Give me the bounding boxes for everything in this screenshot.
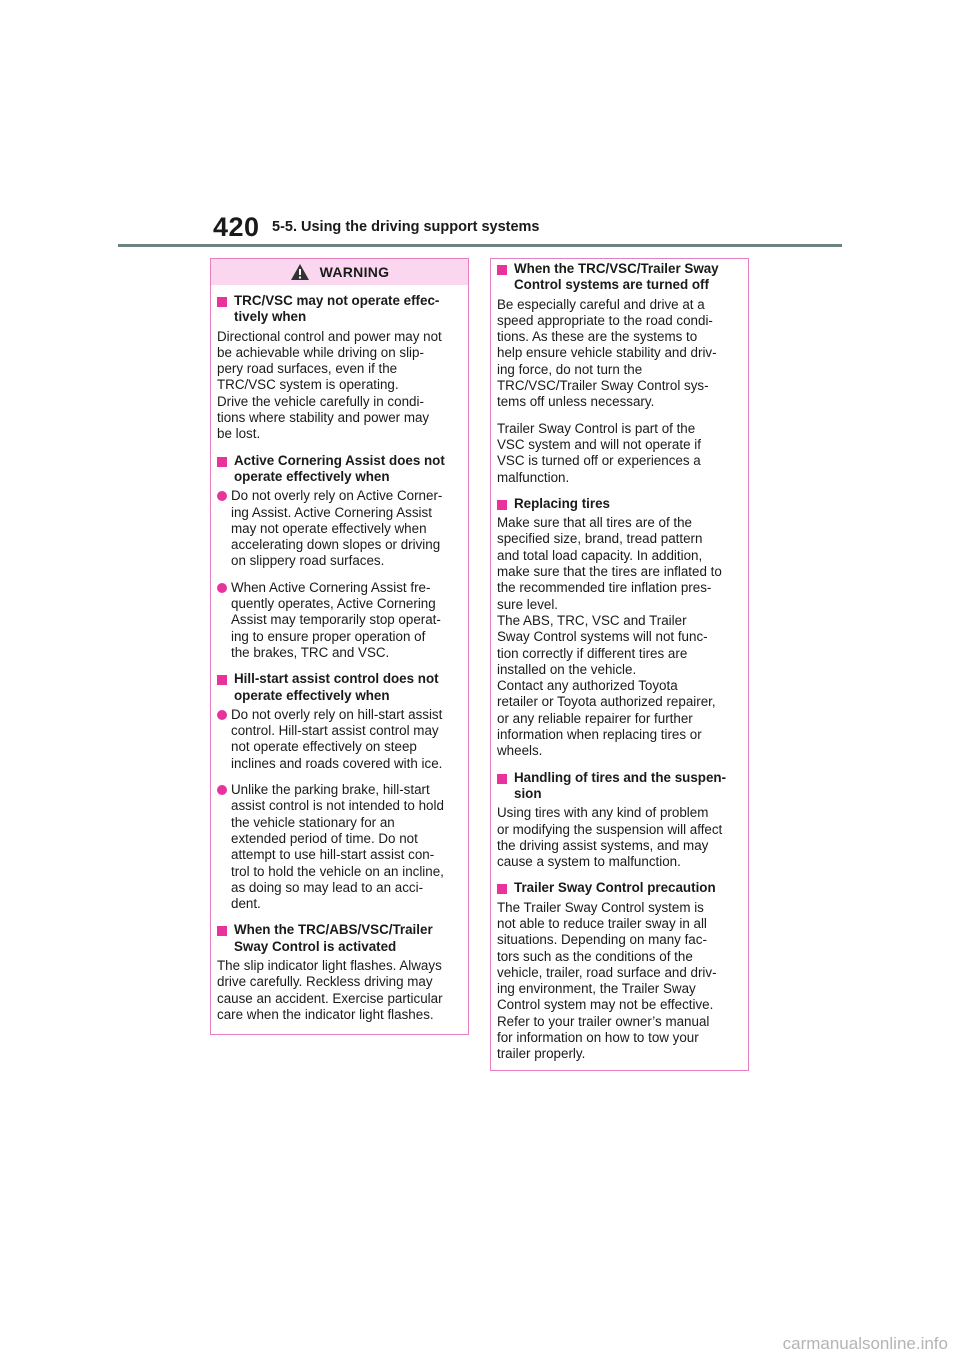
heading-text: Replacing tires — [514, 495, 610, 511]
bullet-text: Do not overly rely on hill-start assist control. Hill-start assist control may not operate effectively on steep inclines and roads covered with ice. — [231, 706, 443, 771]
heading-text: Handling of tires and the suspen- sion — [514, 769, 727, 801]
heading-text: Trailer Sway Control precaution — [514, 880, 716, 896]
body-paragraph: The slip indicator light flashes. Always drive carefully. Reckless driving may cause an accident. Exercise particular care when the indicator light flashes. — [217, 957, 443, 1022]
left-column-content — [217, 293, 461, 1023]
heading-text: TRC/VSC may not operate effec- tively when — [234, 293, 440, 325]
square-bullet-icon — [497, 774, 507, 784]
section-heading — [217, 453, 461, 486]
warning-triangle-icon — [290, 263, 310, 281]
body-paragraph: Make sure that all tires are of the specified size, brand, tread pattern and total load capacity. In addition, make sure that the tires are inflated to the recommended tire inflation pres- sure level. The ABS, TRC, VSC and Trailer Sway Control systems will not func- tion correctly if different tires are installed on the vehicle. Contact any authorized Toyota retailer or Toyota authorized repairer, or any reliable repairer for further information when replacing tires or wheels. — [497, 515, 722, 759]
square-bullet-icon — [217, 926, 227, 936]
circle-bullet-icon — [217, 710, 227, 720]
section-heading — [497, 770, 741, 803]
heading-text: Hill-start assist control does not operate effectively when — [234, 671, 439, 703]
square-bullet-icon — [497, 500, 507, 510]
section-title: 5-5. Using the driving support systems — [272, 219, 540, 235]
section-heading — [217, 293, 461, 326]
heading-text: Active Cornering Assist does not operate effectively when — [234, 452, 445, 484]
body-paragraph: Trailer Sway Control is part of the VSC system and will not operate if VSC is turned off or experiences a malfunction. — [497, 420, 701, 485]
page-number: 420 — [213, 212, 260, 242]
bullet-text: Unlike the parking brake, hill-start assist control is not intended to hold the vehicle stationary for an extended period of time. Do not attempt to use hill-start assist con- trol to hold the vehicle on an incline, as doing so may lead to an acci- dent. — [231, 782, 444, 912]
square-bullet-icon — [497, 884, 507, 894]
info-box — [490, 258, 749, 1071]
section-heading — [217, 922, 461, 955]
footer-watermark: carmanualsonline.info — [782, 1334, 948, 1353]
header-rule — [118, 244, 842, 247]
bullet-item — [217, 580, 461, 661]
bullet-item — [217, 782, 461, 912]
square-bullet-icon — [217, 675, 227, 685]
circle-bullet-icon — [217, 583, 227, 593]
warning-label: WARNING — [319, 263, 390, 280]
square-bullet-icon — [217, 457, 227, 467]
circle-bullet-icon — [217, 491, 227, 501]
body-paragraph: Using tires with any kind of problem or modifying the suspension will affect the driving assist systems, and may cause a system to malfunction. — [497, 805, 723, 870]
section-heading — [217, 671, 461, 704]
body-paragraph: Be especially careful and drive at a speed appropriate to the road condi- tions. As these are the systems to help ensure vehicle stability and driv- ing force, do not turn the TRC/VSC/Trailer Sway Control sys- tems off unless necessary. — [497, 296, 717, 410]
heading-text: When the TRC/VSC/Trailer Sway Control systems are turned off — [514, 261, 719, 293]
warning-header — [211, 259, 468, 285]
warning-box — [210, 258, 469, 1035]
bullet-text: Do not overly rely on Active Corner- ing Assist. Active Cornering Assist may not operate effectively when accelerating down slopes or driving on slippery road surfaces. — [231, 488, 443, 569]
square-bullet-icon — [217, 297, 227, 307]
square-bullet-icon — [497, 265, 507, 275]
bullet-item — [217, 707, 461, 772]
right-column-content — [497, 261, 741, 1063]
circle-bullet-icon — [217, 785, 227, 795]
section-heading — [497, 261, 741, 294]
body-paragraph: Directional control and power may not be achievable while driving on slip- pery road surfaces, even if the TRC/VSC system is operating. Drive the vehicle carefully in condi- tions where stability and power may be lost. — [217, 328, 442, 442]
bullet-text: When Active Cornering Assist fre- quently operates, Active Cornering Assist may temporarily stop operat- ing to ensure proper operation of the brakes, TRC and VSC. — [231, 579, 441, 660]
heading-text: When the TRC/ABS/VSC/Trailer Sway Control is activated — [234, 922, 433, 954]
section-heading — [497, 880, 741, 896]
bullet-item — [217, 488, 461, 569]
section-heading — [497, 496, 741, 512]
body-paragraph: The Trailer Sway Control system is not able to reduce trailer sway in all situations. Depending on many fac- tors such as the conditions of the vehicle, trailer, road surface and driv- ing environment, the Trailer Sway Control system may not be effective. Refer to your trailer owner’s manual for information on how to tow your trailer properly. — [497, 899, 717, 1062]
